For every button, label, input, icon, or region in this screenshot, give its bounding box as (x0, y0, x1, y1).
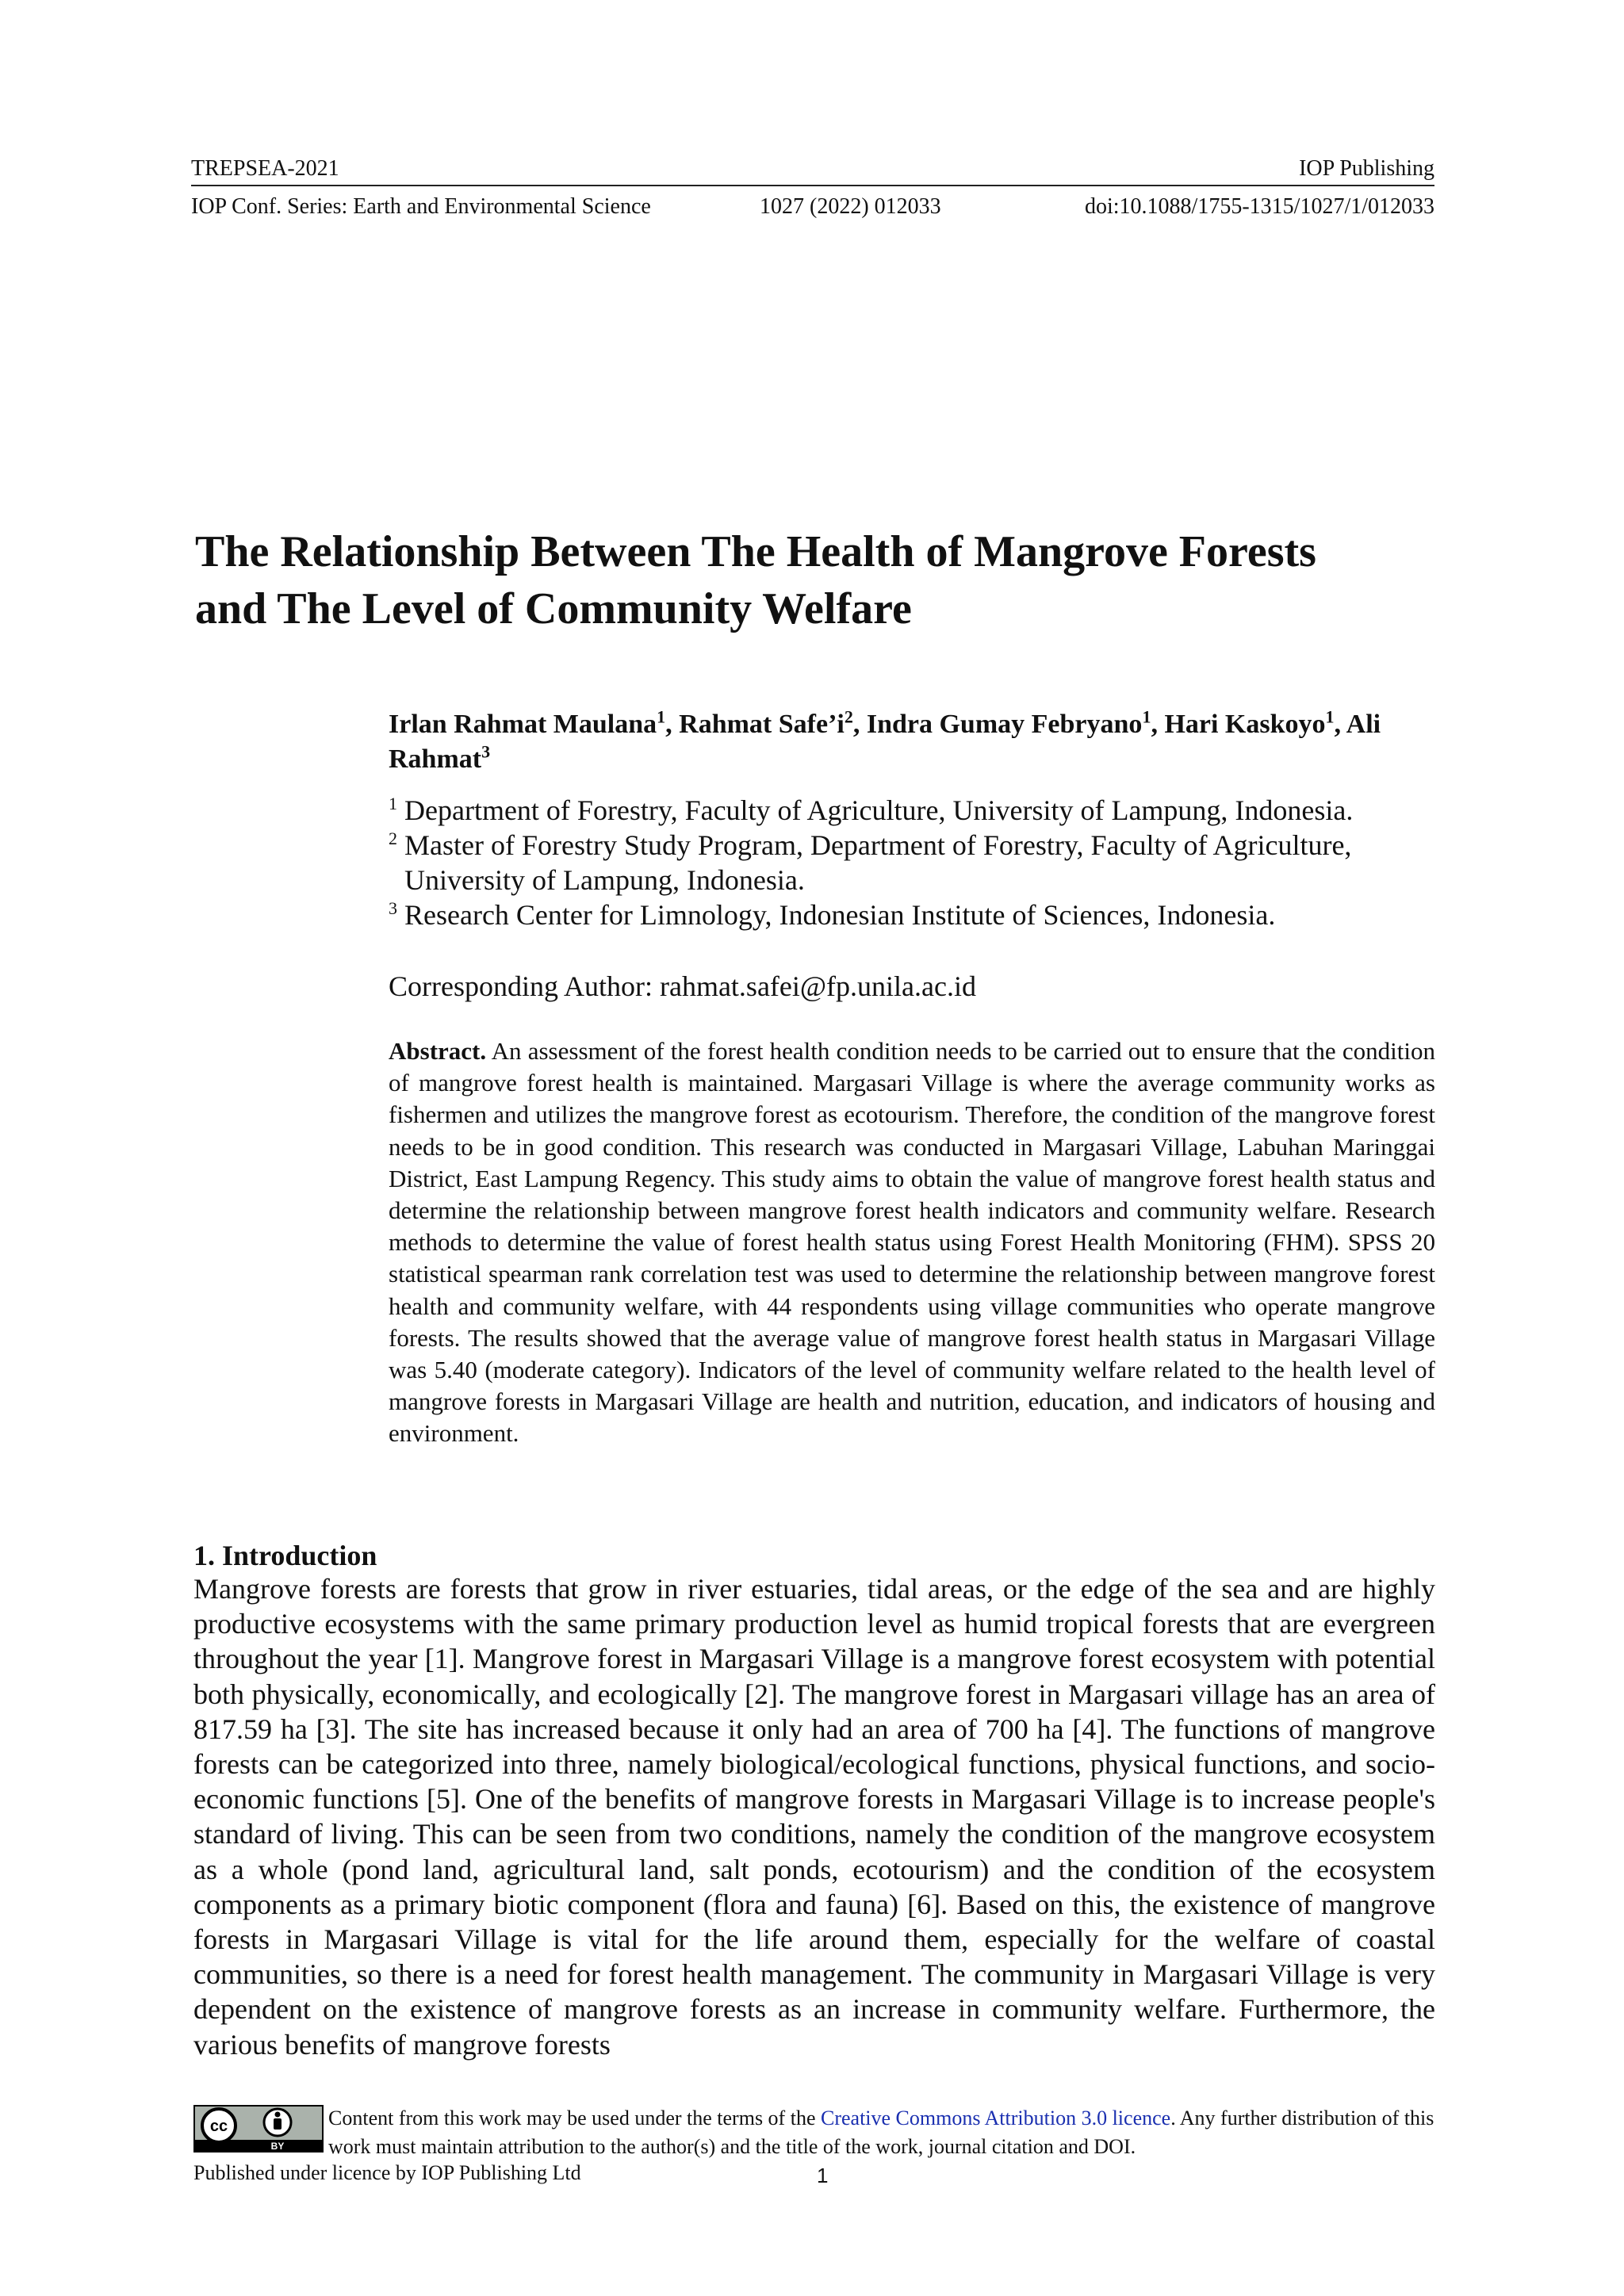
license-link[interactable]: Creative Commons Attribution 3.0 licence (820, 2107, 1171, 2130)
paper-title (195, 523, 1432, 637)
license-text-post: . Any further distribution of this work must maintain attribution to the author(s) and the title of the work, journal citation and DOI. (328, 2107, 1434, 2158)
abstract-label: Abstract. (389, 1037, 487, 1065)
affiliation-2 (389, 828, 1435, 897)
affiliation-1 (389, 793, 1435, 828)
abstract-text: An assessment of the forest health condition needs to be carried out to ensure that the condition of mangrove forest health is maintained. Margasari Village is where the average community works as fishermen and utilizes the mangrove forest as ecotourism. Therefore, the condition of the mangrove forest needs to be in good condition. This research was conducted in Margasari Village, Labuhan Maringgai District, East Lampung Regency. This study aims to obtain the value of mangrove forest health status and determine the relationship between mangrove forest health indicators and community welfare. Research methods to determine the value of forest health status using Forest Health Monitoring (FHM). SPSS 20 statistical spearman rank correlation test was used to determine the relationship between mangrove forest health and community welfare, with 44 respondents using village communities who operate mangrove forests. The results showed that the average value of mangrove forest health status in Margasari Village was 5.40 (moderate category). Indicators of the level of community welfare related to the health level of mangrove forests in Margasari Village are health and nutrition, education, and indicators of housing and environment. (389, 1037, 1435, 1448)
affiliation-2-number: 2 (389, 828, 397, 848)
affiliation-2-text: Master of Forestry Study Program, Department of Forestry, Faculty of Agriculture, (397, 829, 1352, 861)
author-1: Irlan Rahmat Maulana (389, 710, 657, 739)
author-2-affil: 2 (844, 706, 853, 727)
author-5: , Ali Rahmat (389, 710, 1381, 774)
affiliation-1-text: Department of Forestry, Faculty of Agriculture, University of Lampung, Indonesia. (397, 794, 1354, 826)
author-4-affil: 1 (1325, 706, 1335, 727)
affiliation-3 (389, 897, 1435, 932)
journal-series: IOP Conf. Series: Earth and Environmental Science (191, 194, 651, 219)
author-2: , Rahmat Safe’i (665, 710, 845, 739)
volume-info: 1027 (2022) 012033 (760, 194, 941, 219)
author-4: , Hari Kaskoyo (1151, 710, 1326, 739)
corresponding-author: Corresponding Author: rahmat.safei@fp.unila.ac.id (389, 970, 976, 1002)
cc-badge-by-text: BY (270, 2141, 285, 2152)
license-notice (328, 2104, 1435, 2161)
conference-name: TREPSEA-2021 (191, 156, 339, 181)
title-line-2: and The Level of Community Welfare (195, 584, 912, 633)
header-rule (191, 185, 1434, 186)
section-heading-introduction: 1. Introduction (193, 1540, 377, 1571)
author-3: , Indra Gumay Febryano (852, 710, 1143, 739)
affiliation-2-text-cont: University of Lampung, Indonesia. (404, 864, 805, 896)
affiliation-3-number: 3 (389, 898, 397, 918)
publisher-notice: Published under licence by IOP Publishing Ltd (193, 2161, 581, 2184)
doi: doi:10.1088/1755-1315/1027/1/012033 (1085, 194, 1434, 219)
introduction-text: Mangrove forests are forests that grow in river estuaries, tidal areas, or the edge of the sea and are highly productive ecosystems with the same primary production level as humid tropical forests that are evergreen throughout the year [1]. Mangrove forest in Margasari Village is a mangrove forest ecosystem with potential both physically, economically, and ecologically [2]. The mangrove forest in Margasari village has an area of 817.59 ha [3]. The site has increased because it only had an area of 700 ha [4]. The functions of mangrove forests can be categorized into three, namely biological/ecological functions, physical functions, and socio-economic functions [5]. One of the benefits of mangrove forests in Margasari Village is to increase people's standard of living. This can be seen from two conditions, namely the condition of the mangrove ecosystem as a whole (pond land, agricultural land, salt ponds, ecotourism) and the condition of the ecosystem components as a primary biotic component (flora and fauna) [6]. Based on this, the existence of mangrove forests in Margasari Village is vital for the life around them, especially for the welfare of coastal communities, so there is a need for forest health management. The community in Margasari Village is very dependent on the existence of mangrove forests as an increase in community welfare. Furthermore, the various benefits of mangrove forests (193, 1573, 1435, 2061)
abstract (389, 1035, 1435, 1450)
svg-text:cc: cc (209, 2118, 228, 2135)
affiliation-3-text: Research Center for Limnology, Indonesian Institute of Sciences, Indonesia. (397, 899, 1276, 931)
page-number: 1 (817, 2164, 829, 2187)
title-line-1: The Relationship Between The Health of Mangrove Forests (195, 527, 1316, 576)
author-5-affil: 3 (481, 741, 491, 762)
author-3-affil: 1 (1142, 706, 1151, 727)
affiliation-1-number: 1 (389, 794, 397, 813)
author-1-affil: 1 (657, 706, 666, 727)
license-text-pre: Content from this work may be used under the terms of the (328, 2107, 821, 2130)
cc-by-license-icon (193, 2105, 324, 2152)
author-list (389, 707, 1435, 777)
publisher-name: IOP Publishing (1299, 156, 1434, 181)
